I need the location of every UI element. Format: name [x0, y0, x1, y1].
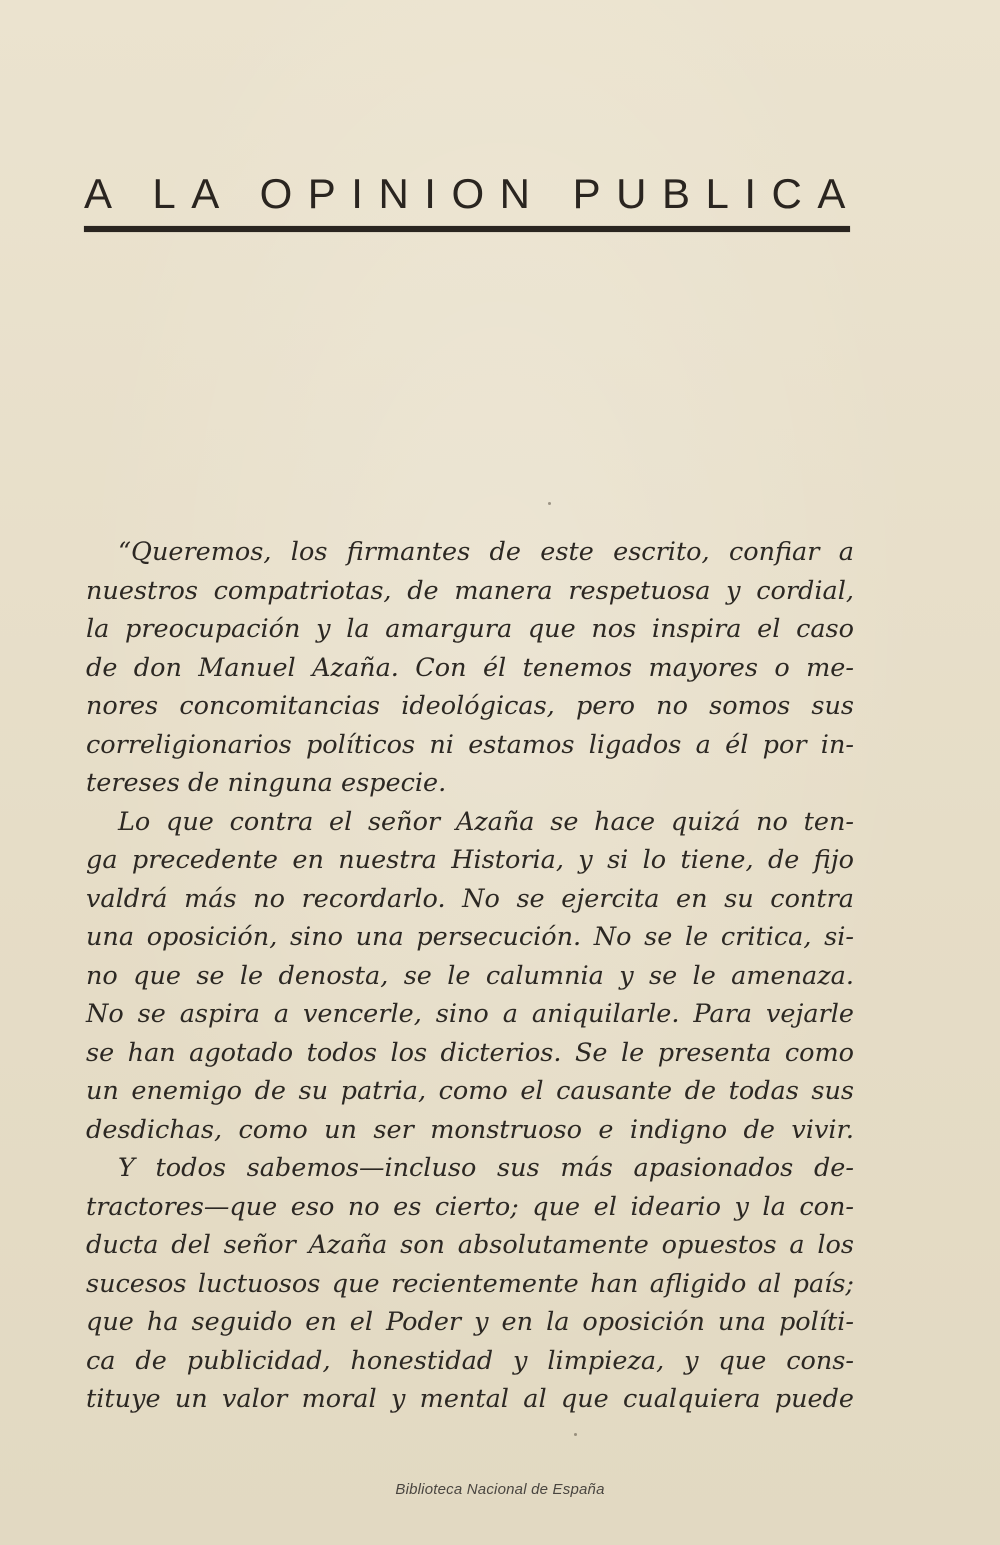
text-line-5: nores concomitancias ideológicas, pero no somos sus: [86, 691, 854, 721]
library-watermark: Biblioteca Nacional de España: [395, 1481, 605, 1498]
text-line-8: Lo que contra el señor Azaña se hace quizá no ten-: [118, 806, 854, 837]
text-line-20: sucesos luctuosos que recientemente han afligido al país;: [86, 1268, 854, 1299]
text-line-19: ducta del señor Azaña son absolutamente opuestos a los: [86, 1230, 854, 1260]
text-line-23: tituye un valor moral y mental al que cualquiera puede: [86, 1384, 854, 1414]
text-line-16: desdichas, como un ser monstruoso e indigno de vivir.: [86, 1114, 854, 1145]
text-line-22: ca de publicidad, honestidad y limpieza, y que cons-: [86, 1345, 854, 1376]
text-line-1: “Queremos, los firmantes de este escrito, confiar a: [118, 537, 854, 567]
text-line-3: la preocupación y la amargura que nos inspira el caso: [86, 614, 854, 644]
title-underline-rule: [84, 226, 850, 232]
document-title: A LA OPINION PUBLICA: [84, 170, 861, 217]
text-line-14: se han agotado todos los dicterios. Se le presenta como: [86, 1037, 854, 1068]
paper-speck: [574, 1433, 577, 1436]
text-line-13: No se aspira a vencerle, sino a aniquilarle. Para vejarle: [86, 999, 854, 1029]
text-line-18: tractores—que eso no es cierto; que el ideario y la con-: [86, 1191, 854, 1222]
text-line-15: un enemigo de su patria, como el causante de todas sus: [86, 1076, 854, 1106]
text-line-17: Y todos sabemos—incluso sus más apasionados de-: [118, 1153, 854, 1183]
text-line-9: ga precedente en nuestra Historia, y si lo tiene, de fijo: [86, 845, 854, 875]
text-line-6: correligionarios políticos ni estamos ligados a él por in-: [86, 729, 854, 760]
text-line-12: no que se le denosta, se le calumnia y se le amenaza.: [86, 960, 854, 991]
text-line-4: de don Manuel Azaña. Con él tenemos mayores o me-: [86, 652, 854, 683]
text-line-10: valdrá más no recordarlo. No se ejercita en su contra: [86, 883, 854, 914]
text-line-11: una oposición, sino una persecución. No se le critica, si-: [86, 922, 854, 952]
body-text: [86, 533, 854, 1419]
text-line-7: tereses de ninguna especie.: [86, 768, 447, 798]
text-line-2: nuestros compatriotas, de manera respetuosa y cordial,: [86, 575, 854, 606]
text-line-21: que ha seguido en el Poder y en la oposición una políti-: [86, 1307, 854, 1337]
paper-speck: [548, 502, 551, 505]
